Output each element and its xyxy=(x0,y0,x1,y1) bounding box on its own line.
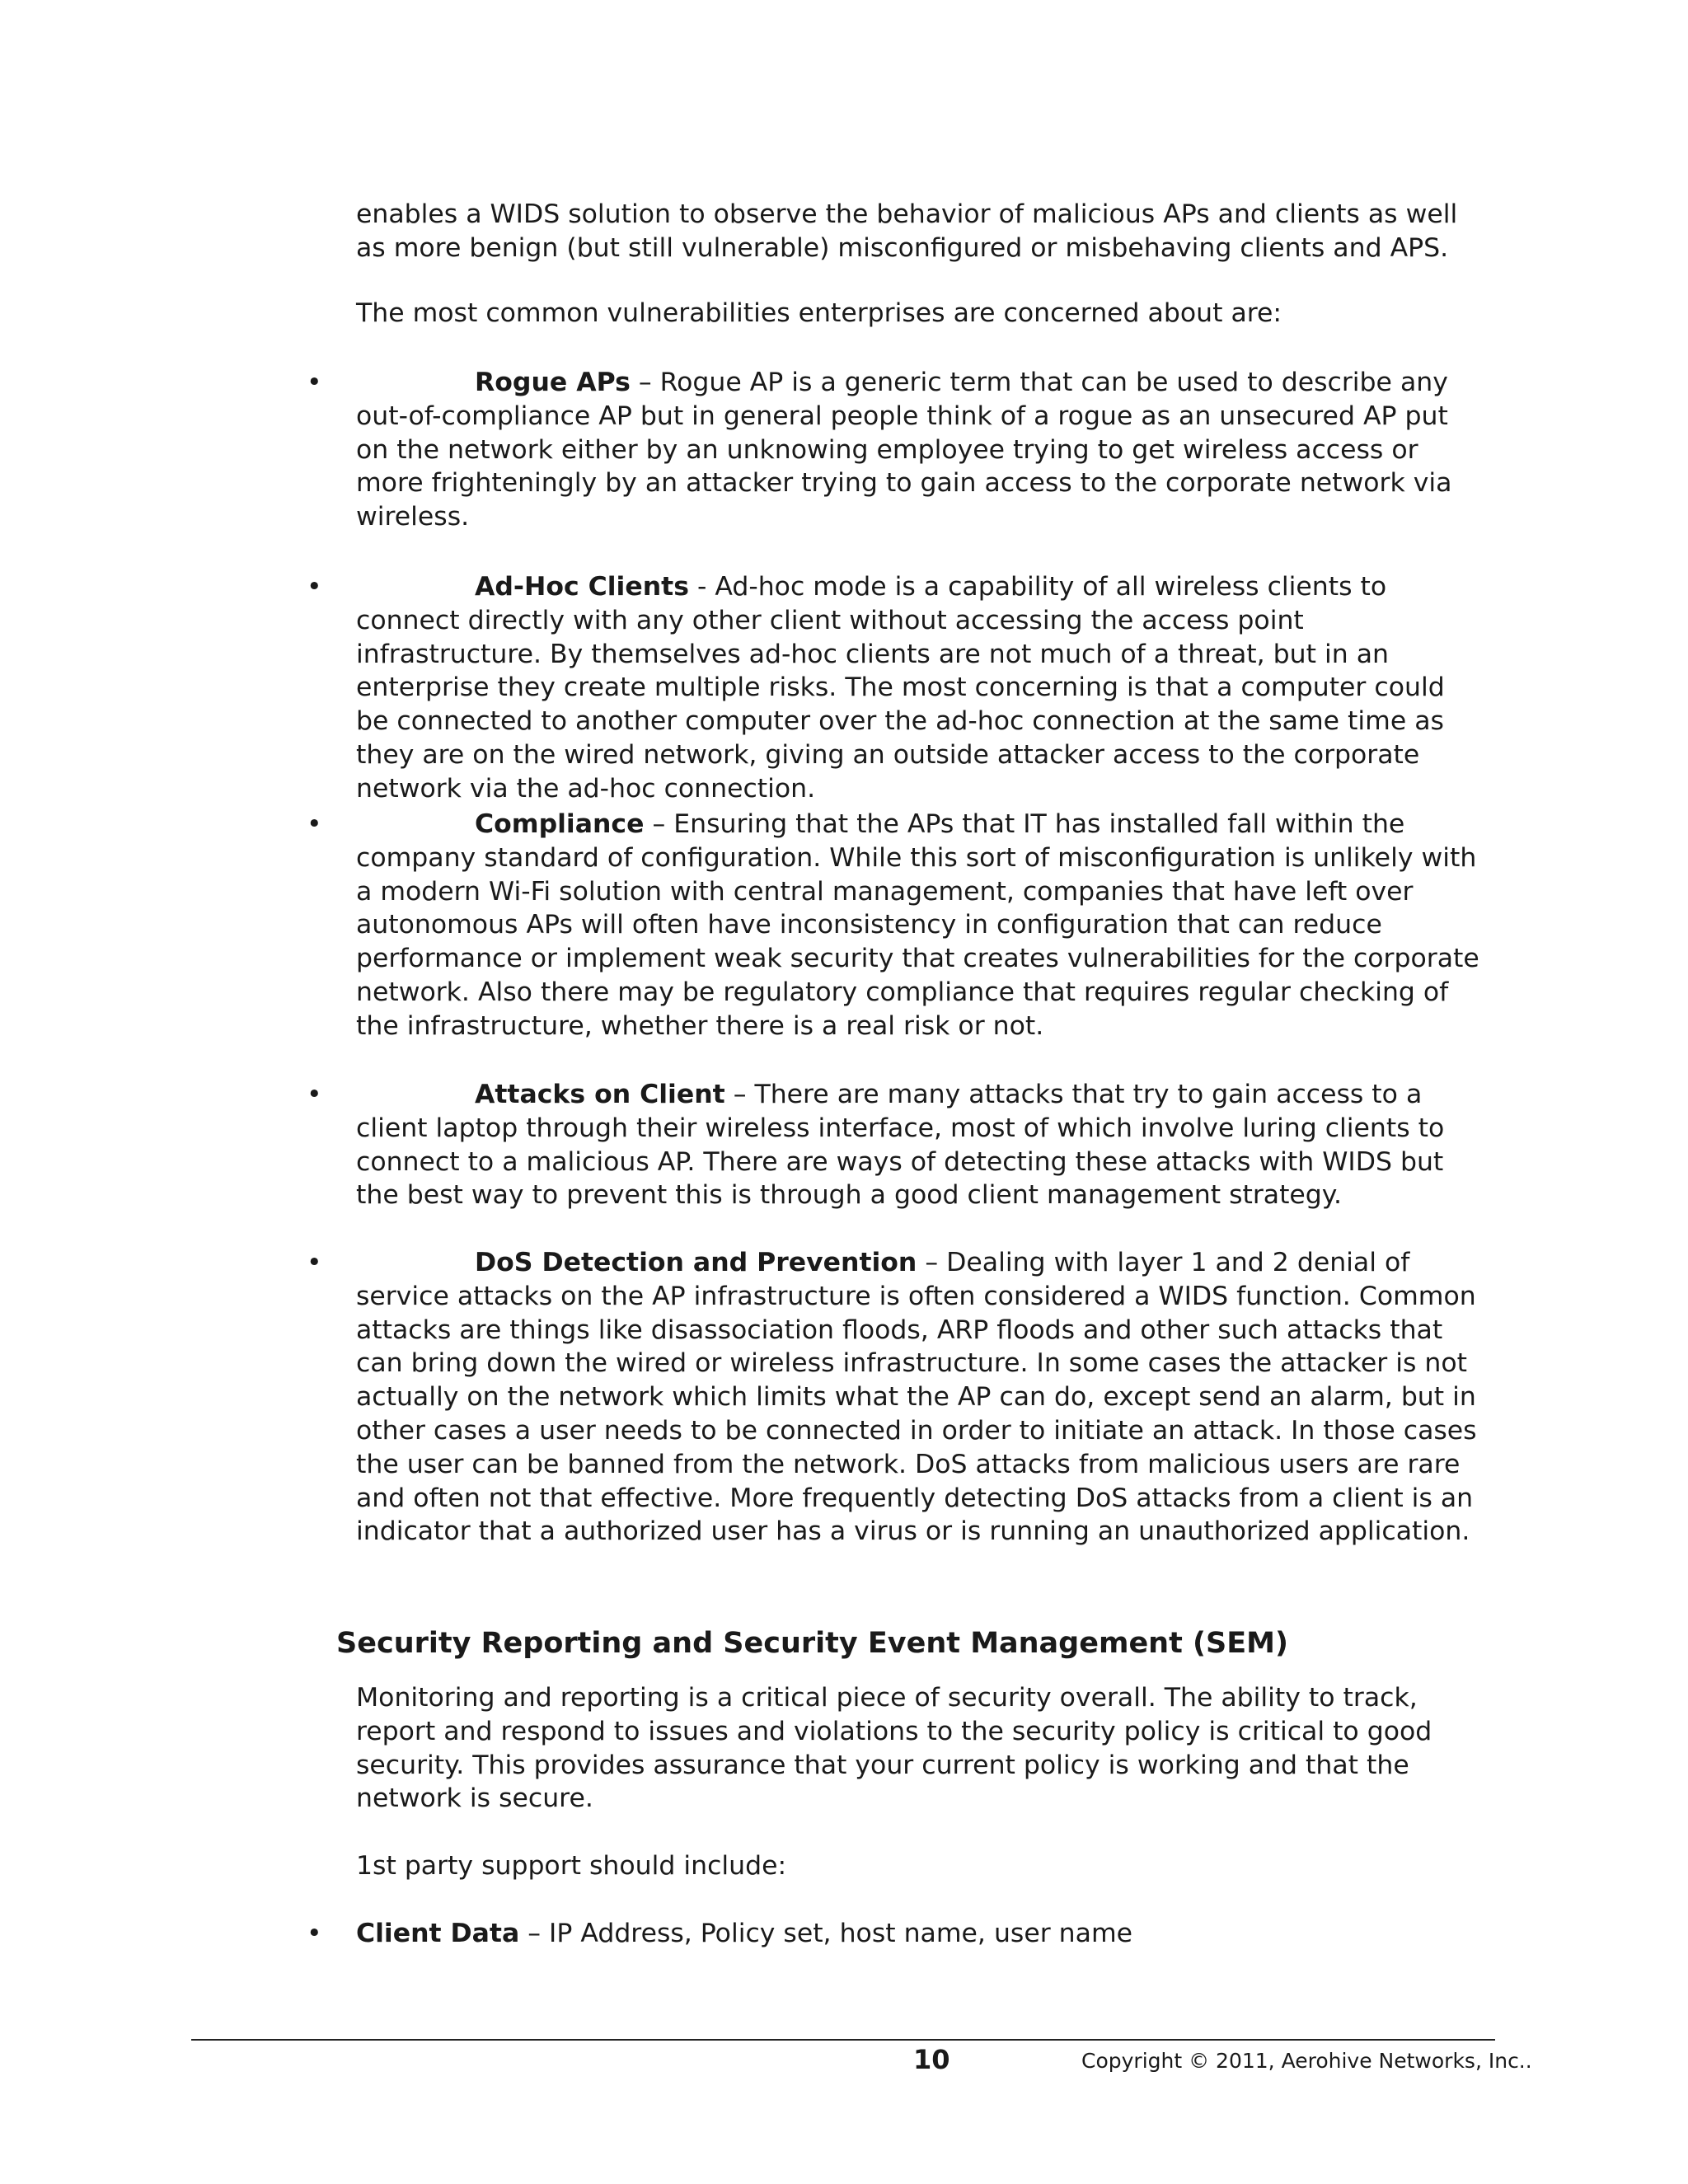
list-item-rogue-aps xyxy=(356,366,1485,534)
list-item-text: - Ad-hoc mode is a capability of all wireless clients to connect directly with any other client without accessing the access point infrastructure. By themselves ad-hoc clients are not much of a threat, but in an enterprise they create multiple risks. The most concerning is that a computer could be connected to another computer over the ad-hoc connection at the same time as they are on the wired network, giving an outside attacker access to the corporate network via the ad-hoc connection. xyxy=(356,572,1445,804)
bullet-icon: • xyxy=(307,1080,322,1109)
list-item-text: – IP Address, Policy set, host name, user name xyxy=(519,1919,1133,1948)
list-item-term: Rogue APs xyxy=(475,368,631,397)
list-item-dos-detection xyxy=(356,1246,1485,1549)
list-item-text: – There are many attacks that try to gain access to a client laptop through their wireless interface, most of which involve luring clients to connect to a malicious AP. There are ways of detecting these attacks with WIDS but the best way to prevent this is through a good client management strategy. xyxy=(356,1080,1445,1211)
section-paragraph: Monitoring and reporting is a critical piece of security overall. The ability to track, report and respond to issues and violations to the security policy is critical to good security. This provides assurance that your current policy is working and that the network is secure. xyxy=(356,1683,1432,1814)
list-item-term: Compliance xyxy=(475,809,645,839)
list-item-compliance xyxy=(356,808,1485,1043)
list-item-term: Attacks on Client xyxy=(475,1080,725,1109)
list-item-text: – Rogue AP is a generic term that can be used to describe any out-of-compliance AP but in general people think of a rogue as an unsecured AP put on the network either by an unknowing employee trying to get wireless access or more frighteningly by an attacker trying to gain access to the corporate network via wireless. xyxy=(356,368,1452,532)
list-item-ad-hoc-clients xyxy=(356,570,1485,806)
section-heading: Security Reporting and Security Event Management (SEM) xyxy=(336,1627,1288,1660)
list-item-text: – Ensuring that the APs that IT has installed fall within the company standard of configuration. While this sort of misconfiguration is unlikely with a modern Wi-Fi solution with central management, companies that have left over autonomous APs will often have inconsistency in configuration that can reduce performance or implement weak security that creates vulnerabilities for the corporate network. Also there may be regulatory compliance that requires regular checking of the infrastructure, whether there is a real risk or not. xyxy=(356,809,1479,1041)
list-item-client-data xyxy=(356,1917,1485,1951)
page-number: 10 xyxy=(913,2044,950,2075)
bullet-icon: • xyxy=(307,368,322,397)
list-item-text: – Dealing with layer 1 and 2 denial of service attacks on the AP infrastructure is often considered a WIDS function. Common attacks are things like disassociation floods, ARP floods and other such attacks that can bring down the wired or wireless infrastructure. In some cases the attacker is not actually on the network which limits what the AP can do, except send an alarm, but in other cases a user needs to be connected in order to initiate an attack. In those cases the user can be banned from the network. DoS attacks from malicious users are rare and often not that effective. More frequently detecting DoS attacks from a client is an indicator that a authorized user has a virus or is running an unauthorized application. xyxy=(356,1248,1477,1547)
bullet-icon: • xyxy=(307,1919,322,1948)
list-item-term: Client Data xyxy=(356,1919,520,1948)
intro-paragraph: enables a WIDS solution to observe the behavior of malicious APs and clients as well as more benign (but still vulnerable) misconfigured or misbehaving clients and APS. xyxy=(356,199,1458,263)
support-lead: 1st party support should include: xyxy=(356,1851,787,1881)
bullet-icon: • xyxy=(307,809,322,839)
footer-divider xyxy=(191,2039,1495,2041)
list-item-term: DoS Detection and Prevention xyxy=(475,1248,917,1277)
list-item-attacks-on-client xyxy=(356,1078,1485,1212)
list-item-term: Ad-Hoc Clients xyxy=(475,572,689,602)
bullet-icon: • xyxy=(307,1248,322,1277)
vulnerabilities-lead: The most common vulnerabilities enterprises are concerned about are: xyxy=(356,298,1282,328)
copyright-notice: Copyright © 2011, Aerohive Networks, Inc.. xyxy=(1081,2049,1532,2073)
bullet-icon: • xyxy=(307,572,322,602)
